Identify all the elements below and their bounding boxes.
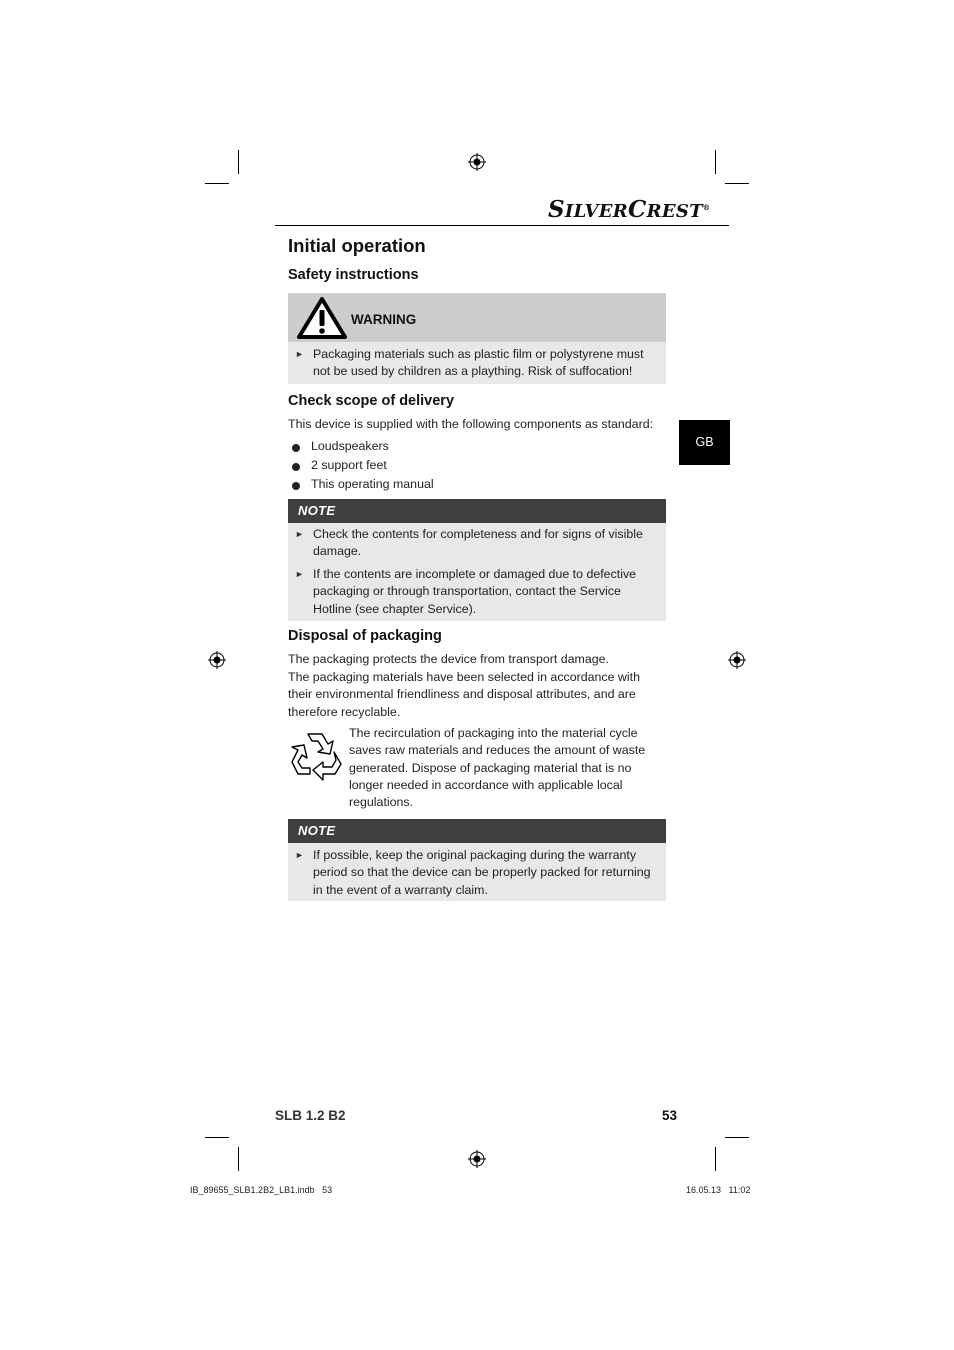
- note-box: NOTE ► Check the contents for completeness and for signs of visible damage. ► If the contents are incomplete or damaged due to defective packaging or through transportation, contact the Service Hotline (see chapter Service).: [288, 499, 666, 621]
- recycle-text: The recirculation of packaging into the material cycle saves raw materials and reduces the amount of waste generated. Dispose of packaging material that is no longer needed in accordance with applicable local regulations.: [349, 726, 646, 810]
- registration-mark-icon: [468, 153, 486, 171]
- bullet-dot-icon: [292, 482, 300, 490]
- note-header: [288, 499, 666, 523]
- registration-mark-icon: [468, 1150, 486, 1168]
- footer-model: SLB 1.2 B2: [275, 1108, 346, 1123]
- crop-mark: [715, 150, 716, 174]
- warning-label: WARNING: [351, 312, 417, 327]
- note-label: NOTE: [298, 823, 336, 838]
- crop-mark: [205, 1137, 229, 1138]
- print-file-info: IB_89655_SLB1.2B2_LB1.indb 53: [190, 1185, 333, 1195]
- arrow-bullet-icon: ►: [295, 850, 304, 860]
- crop-mark: [238, 1147, 239, 1171]
- scope-intro: This device is supplied with the following components as standard:: [288, 417, 654, 431]
- crop-mark: [725, 183, 749, 184]
- warning-triangle-icon: [296, 296, 348, 340]
- arrow-bullet-icon: ►: [295, 529, 304, 539]
- bullet-dot-icon: [292, 444, 300, 452]
- header-rule: [275, 225, 729, 226]
- note-box: NOTE ► If possible, keep the original packaging during the warranty period so that the device can be properly packed for returning in the event of a warranty claim.: [288, 819, 666, 901]
- recycle-icon: [288, 728, 344, 782]
- disposal-para: The packaging materials have been selected in accordance with their environmental friendliness and disposal attributes, and are therefore recyclable.: [288, 670, 640, 719]
- crop-mark: [715, 1147, 716, 1171]
- language-tab: GB: [679, 420, 730, 465]
- arrow-bullet-icon: ►: [295, 349, 304, 359]
- arrow-bullet-icon: ►: [295, 569, 304, 579]
- crop-mark: [205, 183, 229, 184]
- page-number: 53: [662, 1108, 678, 1123]
- registration-mark-icon: [728, 651, 746, 669]
- warning-header: [288, 293, 666, 342]
- crop-mark: [725, 1137, 749, 1138]
- crop-mark: [238, 150, 239, 174]
- disposal-para: The packaging protects the device from transport damage.: [288, 652, 609, 666]
- note-header: [288, 819, 666, 843]
- warning-box: WARNING ► Packaging materials such as plastic film or polystyrene must not be used by children as a plaything. Risk of suffocation!: [288, 293, 666, 384]
- registration-mark-icon: [208, 651, 226, 669]
- disposal-heading: Disposal of packaging: [288, 628, 442, 644]
- print-date-info: 16.05.13 11:02: [686, 1185, 751, 1195]
- scope-heading: Check scope of delivery: [288, 393, 455, 409]
- silvercrest-logo: SILVERCREST®: [548, 196, 711, 223]
- bullet-dot-icon: [292, 463, 300, 471]
- note-label: NOTE: [298, 503, 336, 518]
- safety-heading: Safety instructions: [288, 267, 419, 283]
- page-title: Initial operation: [288, 235, 426, 256]
